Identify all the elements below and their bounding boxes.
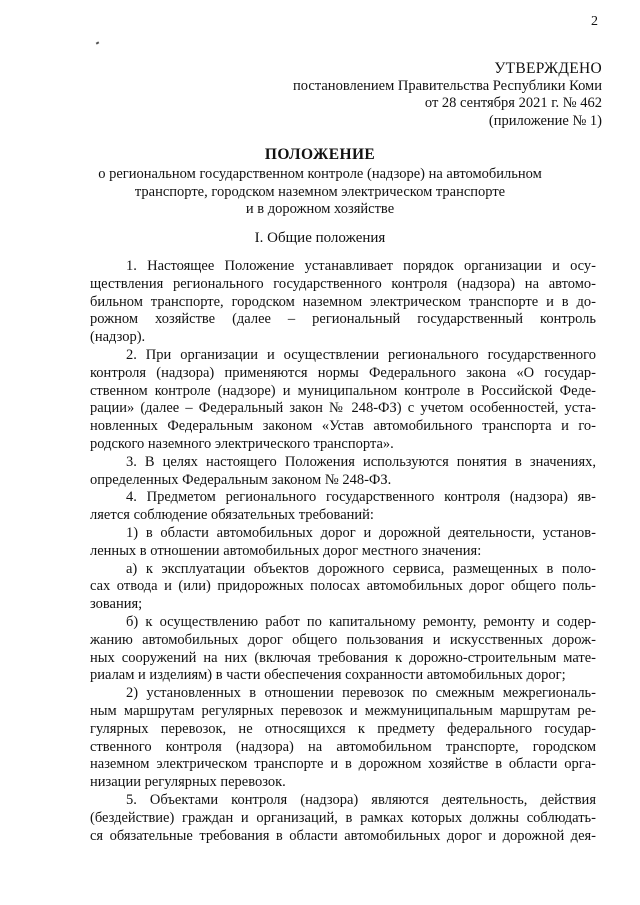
body-line: наземном электрическом транспорте и в дорожном хозяйстве в области орга-	[90, 756, 596, 773]
body-line: жанию автомобильных дорог общего пользования и искусственных дорож-	[90, 631, 596, 648]
body-line: ленных в отношении автомобильных дорог местного значения:	[90, 542, 482, 559]
approval-line: от 28 сентября 2021 г. № 462	[424, 95, 602, 111]
subtitle-line: о региональном государственном контроле (надзоре) на автомобильном	[98, 166, 542, 182]
approval-line: постановлением Правительства Республики Коми	[293, 77, 602, 94]
scan-speck	[96, 41, 100, 44]
body-line: ным маршрутам регулярных перевозок и межмуниципальным маршрутам ре-	[90, 702, 596, 719]
body-line: 3. В целях настоящего Положения используются понятия в значениях,	[126, 453, 596, 470]
body-line: 2) установленных в отношении перевозок по смежным межрегиональ-	[126, 685, 596, 702]
body-text	[90, 258, 596, 845]
subtitle-line: и в дорожном хозяйстве	[245, 201, 395, 217]
approval-line: (приложение № 1)	[488, 112, 602, 129]
body-line: сах отвода и (или) придорожных полосах автомобильных дорог общего поль-	[90, 578, 596, 595]
body-line: низации регулярных перевозок.	[90, 774, 286, 791]
document-subtitle	[0, 166, 640, 219]
body-line: контроля (надзора) применяются нормы Федерального закона «О государ-	[90, 364, 596, 381]
body-line: ществления регионального государственного контроля (надзора) на автомо-	[90, 275, 596, 292]
document-title: ПОЛОЖЕНИЕ	[264, 146, 376, 163]
page-number: 2	[591, 14, 598, 29]
body-line: риалам и изделиям) в части обеспечения сохранности автомобильных дорог;	[90, 667, 566, 684]
body-line: родского наземного электрического транспорта».	[90, 435, 394, 452]
body-line: бильном транспорте, городском наземном электрическом транспорте и в до-	[90, 293, 596, 310]
body-line: новленных Федеральным законом «Устав автомобильного транспорта и го-	[90, 418, 596, 435]
body-line: определенных Федеральным законом № 248-ФЗ.	[90, 471, 392, 488]
body-line: б) к осуществлению работ по капитальному ремонту, ремонту и содер-	[126, 613, 596, 630]
body-line: ляется соблюдение обязательных требований:	[90, 507, 374, 524]
body-line: а) к эксплуатации объектов дорожного сервиса, размещенных в поло-	[126, 560, 596, 577]
body-line: 1) в области автомобильных дорог и дорожной деятельности, установ-	[126, 524, 596, 541]
body-line: гулярных перевозок, не относящихся к предмету федерального государ-	[90, 720, 596, 737]
section-heading: I. Общие положения	[254, 230, 386, 246]
body-line: (бездействие) граждан и организаций, в рамках которых должны соблюдать-	[90, 809, 596, 826]
body-line: 1. Настоящее Положение устанавливает порядок организации и осу-	[126, 258, 596, 274]
body-line: 2. При организации и осуществлении регионального государственного	[126, 346, 596, 363]
body-line: ственном контроле (надзоре) и муниципальном контроле в Российской Феде-	[90, 382, 596, 399]
body-line: 4. Предметом регионального государственного контроля (надзора) яв-	[126, 489, 596, 506]
body-line: зования;	[90, 596, 143, 613]
body-line: (надзор).	[90, 329, 146, 346]
body-line: ся обязательные требования в области автомобильных дорог и дорожной дея-	[90, 827, 596, 844]
subtitle-line: транспорте, городском наземном электрическом транспорте	[134, 183, 506, 200]
approval-stamp-block	[293, 60, 602, 130]
approval-title: УТВЕРЖДЕНО	[494, 60, 602, 77]
body-line: рации» (далее – Федеральный закон № 248-ФЗ) с учетом особенностей, уста-	[90, 400, 596, 417]
body-line: 5. Объектами контроля (надзора) являются деятельность, действия	[126, 791, 596, 808]
body-line: ственного контроля (надзора) на автомобильном транспорте, городском	[90, 738, 596, 755]
body-line: рожном хозяйстве (далее – региональный государственный контроль	[90, 311, 596, 328]
body-line: ных сооружений на них (включая требования к дорожно-строительным мате-	[90, 649, 596, 666]
